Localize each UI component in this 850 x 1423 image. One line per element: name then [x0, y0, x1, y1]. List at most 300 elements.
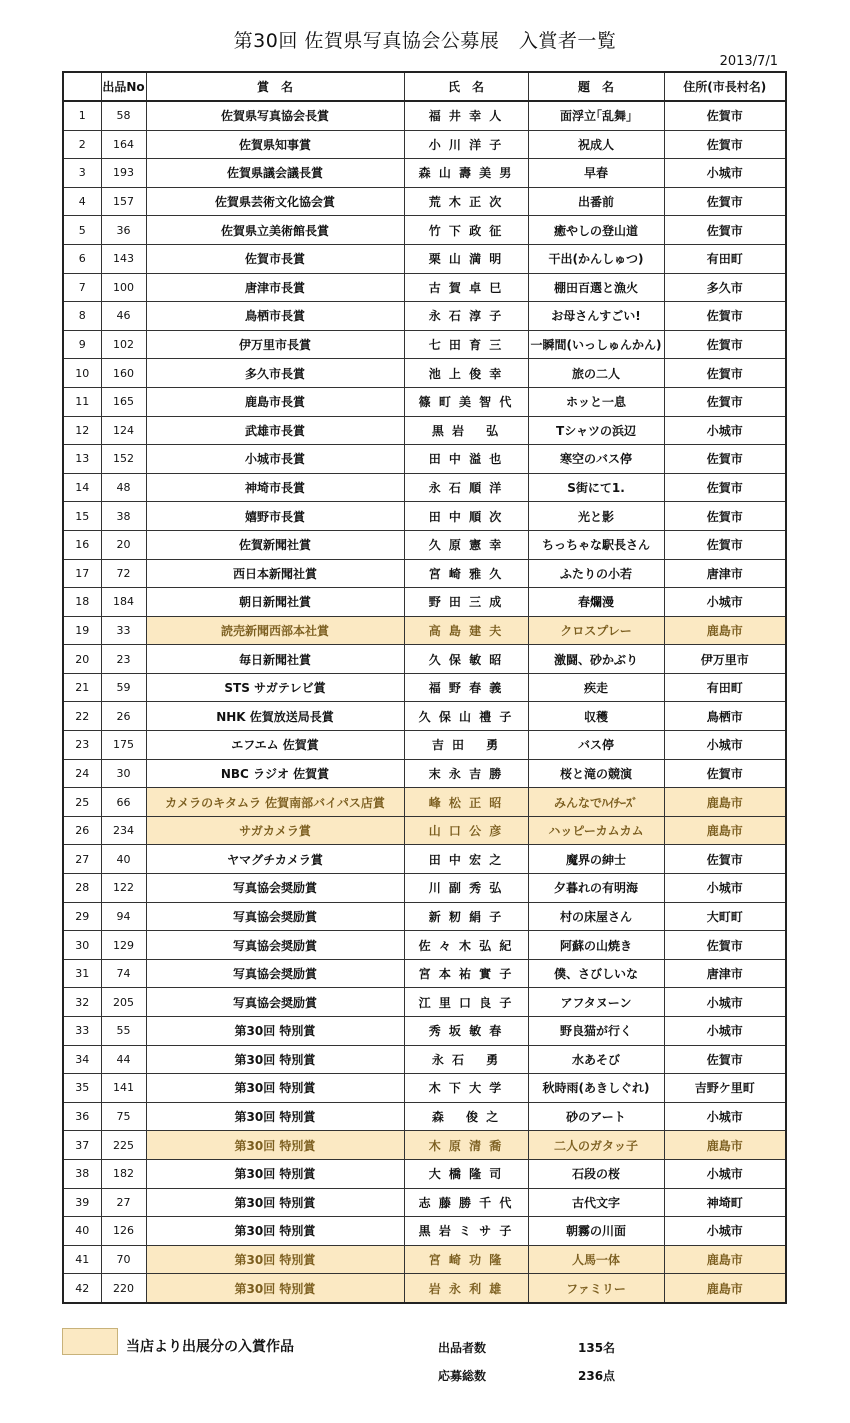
work-title-cell: 阿蘇の山焼き — [528, 931, 664, 960]
address-cell: 小城市 — [664, 1159, 786, 1188]
row-index-cell: 18 — [63, 588, 101, 617]
award-name-cell: 佐賀県知事賞 — [146, 130, 404, 159]
header-title: 題 名 — [528, 72, 664, 101]
winner-name-cell: 高 島 建 夫 — [404, 616, 528, 645]
table-row — [63, 273, 786, 302]
winner-name-cell: 宮 崎 功 隆 — [404, 1245, 528, 1274]
row-index-cell: 33 — [63, 1017, 101, 1046]
award-name-cell: 写真協会奨励賞 — [146, 874, 404, 903]
address-cell: 鳥栖市 — [664, 702, 786, 731]
entry-number-cell: 141 — [101, 1074, 146, 1103]
entry-number-cell: 20 — [101, 530, 146, 559]
award-name-cell: 佐賀市長賞 — [146, 244, 404, 273]
award-name-cell: 唐津市長賞 — [146, 273, 404, 302]
table-row — [63, 1074, 786, 1103]
winners-table-container — [62, 71, 785, 1304]
award-name-cell: 写真協会奨励賞 — [146, 988, 404, 1017]
entry-number-cell: 122 — [101, 874, 146, 903]
award-name-cell: 多久市長賞 — [146, 359, 404, 388]
row-index-cell: 9 — [63, 330, 101, 359]
entry-number-cell: 40 — [101, 845, 146, 874]
row-index-cell: 31 — [63, 959, 101, 988]
award-name-cell: 朝日新聞社賞 — [146, 588, 404, 617]
entry-number-cell: 94 — [101, 902, 146, 931]
address-cell: 鹿島市 — [664, 1274, 786, 1303]
work-title-cell: 水あそび — [528, 1045, 664, 1074]
award-name-cell: 嬉野市長賞 — [146, 502, 404, 531]
table-row — [63, 759, 786, 788]
row-index-cell: 32 — [63, 988, 101, 1017]
work-title-cell: 出番前 — [528, 187, 664, 216]
work-title-cell: 疾走 — [528, 673, 664, 702]
address-cell: 小城市 — [664, 159, 786, 188]
winner-name-cell: 新 籾 絹 子 — [404, 902, 528, 931]
winner-name-cell: 秀 坂 敏 春 — [404, 1017, 528, 1046]
work-title-cell: 砂のアート — [528, 1102, 664, 1131]
entry-number-cell: 38 — [101, 502, 146, 531]
award-name-cell: 第30回 特別賞 — [146, 1074, 404, 1103]
address-cell: 鹿島市 — [664, 788, 786, 817]
work-title-cell: 激闘、砂かぶり — [528, 645, 664, 674]
row-index-cell: 5 — [63, 216, 101, 245]
row-index-cell: 7 — [63, 273, 101, 302]
work-title-cell: お母さんすごい! — [528, 302, 664, 331]
work-title-cell: 早春 — [528, 159, 664, 188]
row-index-cell: 41 — [63, 1245, 101, 1274]
work-title-cell: 一瞬間(いっしゅんかん) — [528, 330, 664, 359]
entry-number-cell: 160 — [101, 359, 146, 388]
address-cell: 佐賀市 — [664, 502, 786, 531]
row-index-cell: 35 — [63, 1074, 101, 1103]
address-cell: 有田町 — [664, 673, 786, 702]
address-cell: 佐賀市 — [664, 330, 786, 359]
winner-name-cell: 永 石 勇 — [404, 1045, 528, 1074]
table-row — [63, 731, 786, 760]
table-row — [63, 1274, 786, 1303]
entry-number-cell: 175 — [101, 731, 146, 760]
entry-number-cell: 220 — [101, 1274, 146, 1303]
table-row — [63, 159, 786, 188]
table-row — [63, 588, 786, 617]
address-cell: 神埼町 — [664, 1188, 786, 1217]
winner-name-cell: 江 里 口 良 子 — [404, 988, 528, 1017]
entry-number-cell: 33 — [101, 616, 146, 645]
entry-number-cell: 234 — [101, 816, 146, 845]
address-cell: 大町町 — [664, 902, 786, 931]
entry-number-cell: 36 — [101, 216, 146, 245]
address-cell: 佐賀市 — [664, 1045, 786, 1074]
entry-number-cell: 30 — [101, 759, 146, 788]
winner-name-cell: 竹 下 政 征 — [404, 216, 528, 245]
table-row — [63, 445, 786, 474]
winner-name-cell: 田 中 溢 也 — [404, 445, 528, 474]
entry-number-cell: 46 — [101, 302, 146, 331]
winner-name-cell: 荒 木 正 次 — [404, 187, 528, 216]
award-name-cell: 佐賀県議会議長賞 — [146, 159, 404, 188]
header-address: 住所(市長村名) — [664, 72, 786, 101]
award-name-cell: エフエム 佐賀賞 — [146, 731, 404, 760]
work-title-cell: 寒空のバス停 — [528, 445, 664, 474]
address-cell: 小城市 — [664, 731, 786, 760]
award-name-cell: 第30回 特別賞 — [146, 1217, 404, 1246]
award-name-cell: 第30回 特別賞 — [146, 1188, 404, 1217]
table-row — [63, 330, 786, 359]
entry-number-cell: 59 — [101, 673, 146, 702]
work-title-cell: 干出(かんしゅつ) — [528, 244, 664, 273]
document-title: 第30回 佐賀県写真協会公募展 入賞者一覧 — [233, 30, 617, 52]
address-cell: 佐賀市 — [664, 387, 786, 416]
work-title-cell: 秋時雨(あきしぐれ) — [528, 1074, 664, 1103]
entry-number-cell: 157 — [101, 187, 146, 216]
work-title-cell: 夕暮れの有明海 — [528, 874, 664, 903]
work-title-cell: 魔界の紳士 — [528, 845, 664, 874]
row-index-cell: 24 — [63, 759, 101, 788]
work-title-cell: アフタヌーン — [528, 988, 664, 1017]
table-row — [63, 1131, 786, 1160]
work-title-cell: ファミリー — [528, 1274, 664, 1303]
winner-name-cell: 篠 町 美 智 代 — [404, 387, 528, 416]
address-cell: 佐賀市 — [664, 359, 786, 388]
header-index — [63, 72, 101, 101]
award-name-cell: 第30回 特別賞 — [146, 1017, 404, 1046]
legend-text: 当店より出展分の入賞作品 — [126, 1339, 294, 1355]
table-row — [63, 530, 786, 559]
award-name-cell: 佐賀県立美術館長賞 — [146, 216, 404, 245]
address-cell: 吉野ケ里町 — [664, 1074, 786, 1103]
award-name-cell: 鳥栖市長賞 — [146, 302, 404, 331]
row-index-cell: 34 — [63, 1045, 101, 1074]
row-index-cell: 16 — [63, 530, 101, 559]
award-name-cell: 第30回 特別賞 — [146, 1245, 404, 1274]
row-index-cell: 2 — [63, 130, 101, 159]
entry-number-cell: 205 — [101, 988, 146, 1017]
entry-number-cell: 55 — [101, 1017, 146, 1046]
winner-name-cell: 森 俊 之 — [404, 1102, 528, 1131]
work-title-cell: 村の床屋さん — [528, 902, 664, 931]
stat-entrants-label: 出品者数 — [438, 1341, 487, 1355]
award-name-cell: カメラのキタムラ 佐賀南部バイパス店賞 — [146, 788, 404, 817]
stat-submissions-label: 応募総数 — [438, 1369, 487, 1383]
work-title-cell: ホッと一息 — [528, 387, 664, 416]
table-row — [63, 645, 786, 674]
address-cell: 佐賀市 — [664, 759, 786, 788]
row-index-cell: 12 — [63, 416, 101, 445]
table-row — [63, 302, 786, 331]
winner-name-cell: 久 保 敏 昭 — [404, 645, 528, 674]
winner-name-cell: 川 副 秀 弘 — [404, 874, 528, 903]
address-cell: 小城市 — [664, 1217, 786, 1246]
work-title-cell: クロスプレー — [528, 616, 664, 645]
header-award: 賞 名 — [146, 72, 404, 101]
winner-name-cell: 志 藤 勝 千 代 — [404, 1188, 528, 1217]
work-title-cell: 光と影 — [528, 502, 664, 531]
winner-name-cell: 田 中 宏 之 — [404, 845, 528, 874]
row-index-cell: 42 — [63, 1274, 101, 1303]
award-name-cell: 鹿島市長賞 — [146, 387, 404, 416]
winner-name-cell: 木 原 清 喬 — [404, 1131, 528, 1160]
row-index-cell: 8 — [63, 302, 101, 331]
entry-number-cell: 102 — [101, 330, 146, 359]
entry-number-cell: 124 — [101, 416, 146, 445]
entry-number-cell: 44 — [101, 1045, 146, 1074]
table-header-row — [63, 72, 786, 101]
award-name-cell: 佐賀新聞社賞 — [146, 530, 404, 559]
table-row — [63, 216, 786, 245]
entry-number-cell: 129 — [101, 931, 146, 960]
work-title-cell: ちっちゃな駅長さん — [528, 530, 664, 559]
table-row — [63, 1159, 786, 1188]
address-cell: 小城市 — [664, 874, 786, 903]
work-title-cell: Tシャツの浜辺 — [528, 416, 664, 445]
table-row — [63, 702, 786, 731]
address-cell: 佐賀市 — [664, 187, 786, 216]
winner-name-cell: 田 中 順 次 — [404, 502, 528, 531]
legend-swatch — [62, 1328, 118, 1355]
entry-number-cell: 75 — [101, 1102, 146, 1131]
table-row — [63, 559, 786, 588]
table-row — [63, 502, 786, 531]
table-row — [63, 387, 786, 416]
work-title-cell: 石段の桜 — [528, 1159, 664, 1188]
row-index-cell: 26 — [63, 816, 101, 845]
work-title-cell: 祝成人 — [528, 130, 664, 159]
winner-name-cell: 野 田 三 成 — [404, 588, 528, 617]
entry-number-cell: 48 — [101, 473, 146, 502]
winner-name-cell: 久 保 山 禮 子 — [404, 702, 528, 731]
entry-number-cell: 74 — [101, 959, 146, 988]
address-cell: 小城市 — [664, 416, 786, 445]
table-row — [63, 1245, 786, 1274]
table-row — [63, 1017, 786, 1046]
row-index-cell: 20 — [63, 645, 101, 674]
row-index-cell: 37 — [63, 1131, 101, 1160]
row-index-cell: 13 — [63, 445, 101, 474]
table-body — [63, 101, 786, 1303]
row-index-cell: 27 — [63, 845, 101, 874]
entry-number-cell: 182 — [101, 1159, 146, 1188]
winner-name-cell: 岩 永 利 雄 — [404, 1274, 528, 1303]
entry-number-cell: 143 — [101, 244, 146, 273]
award-name-cell: 佐賀県芸術文化協会賞 — [146, 187, 404, 216]
work-title-cell: 人馬一体 — [528, 1245, 664, 1274]
work-title-cell: ふたりの小若 — [528, 559, 664, 588]
award-name-cell: 神埼市長賞 — [146, 473, 404, 502]
stat-entrants-value: 135名 — [578, 1341, 616, 1355]
table-row — [63, 816, 786, 845]
table-row — [63, 1102, 786, 1131]
award-name-cell: 第30回 特別賞 — [146, 1102, 404, 1131]
entry-number-cell: 165 — [101, 387, 146, 416]
address-cell: 鹿島市 — [664, 616, 786, 645]
address-cell: 佐賀市 — [664, 302, 786, 331]
address-cell: 佐賀市 — [664, 216, 786, 245]
award-name-cell: 読売新聞西部本社賞 — [146, 616, 404, 645]
table-row — [63, 1188, 786, 1217]
work-title-cell: みんなでﾊｲﾁｰｽﾞ — [528, 788, 664, 817]
award-name-cell: 第30回 特別賞 — [146, 1274, 404, 1303]
table-row — [63, 187, 786, 216]
winner-name-cell: 黒 岩 弘 — [404, 416, 528, 445]
award-name-cell: 小城市長賞 — [146, 445, 404, 474]
winner-name-cell: 小 川 洋 子 — [404, 130, 528, 159]
award-name-cell: ヤマグチカメラ賞 — [146, 845, 404, 874]
winner-name-cell: 山 口 公 彦 — [404, 816, 528, 845]
address-cell: 佐賀市 — [664, 130, 786, 159]
address-cell: 鹿島市 — [664, 1245, 786, 1274]
winner-name-cell: 永 石 淳 子 — [404, 302, 528, 331]
winner-name-cell: 久 原 憲 幸 — [404, 530, 528, 559]
work-title-cell: バス停 — [528, 731, 664, 760]
award-name-cell: 写真協会奨励賞 — [146, 902, 404, 931]
address-cell: 佐賀市 — [664, 530, 786, 559]
row-index-cell: 29 — [63, 902, 101, 931]
work-title-cell: 二人のガタッ子 — [528, 1131, 664, 1160]
winner-name-cell: 宮 本 祐 實 子 — [404, 959, 528, 988]
winner-name-cell: 古 賀 卓 巳 — [404, 273, 528, 302]
entry-number-cell: 70 — [101, 1245, 146, 1274]
row-index-cell: 22 — [63, 702, 101, 731]
row-index-cell: 23 — [63, 731, 101, 760]
winner-name-cell: 栗 山 満 明 — [404, 244, 528, 273]
winner-name-cell: 吉 田 勇 — [404, 731, 528, 760]
award-name-cell: 写真協会奨励賞 — [146, 959, 404, 988]
header-entry-no: 出品No — [101, 72, 146, 101]
row-index-cell: 10 — [63, 359, 101, 388]
table-row — [63, 959, 786, 988]
row-index-cell: 11 — [63, 387, 101, 416]
row-index-cell: 36 — [63, 1102, 101, 1131]
table-row — [63, 673, 786, 702]
award-name-cell: STS サガテレビ賞 — [146, 673, 404, 702]
award-name-cell: NHK 佐賀放送局長賞 — [146, 702, 404, 731]
row-index-cell: 19 — [63, 616, 101, 645]
work-title-cell: 野良猫が行く — [528, 1017, 664, 1046]
entry-number-cell: 27 — [101, 1188, 146, 1217]
award-name-cell: サガカメラ賞 — [146, 816, 404, 845]
award-name-cell: 毎日新聞社賞 — [146, 645, 404, 674]
address-cell: 佐賀市 — [664, 445, 786, 474]
work-title-cell: 癒やしの登山道 — [528, 216, 664, 245]
winners-table — [62, 71, 787, 1304]
table-row — [63, 359, 786, 388]
award-name-cell: NBC ラジオ 佐賀賞 — [146, 759, 404, 788]
entry-number-cell: 126 — [101, 1217, 146, 1246]
row-index-cell: 30 — [63, 931, 101, 960]
table-row — [63, 931, 786, 960]
table-row — [63, 874, 786, 903]
work-title-cell: 収穫 — [528, 702, 664, 731]
winner-name-cell: 木 下 大 学 — [404, 1074, 528, 1103]
entry-number-cell: 58 — [101, 101, 146, 130]
work-title-cell: ハッピーカムカム — [528, 816, 664, 845]
award-name-cell: 西日本新聞社賞 — [146, 559, 404, 588]
winner-name-cell: 永 石 順 洋 — [404, 473, 528, 502]
address-cell: 多久市 — [664, 273, 786, 302]
stat-submissions-value: 236点 — [578, 1369, 616, 1383]
winner-name-cell: 森 山 壽 美 男 — [404, 159, 528, 188]
work-title-cell: 古代文字 — [528, 1188, 664, 1217]
work-title-cell: 春爛漫 — [528, 588, 664, 617]
entry-number-cell: 152 — [101, 445, 146, 474]
work-title-cell: S街にて1. — [528, 473, 664, 502]
row-index-cell: 25 — [63, 788, 101, 817]
address-cell: 鹿島市 — [664, 1131, 786, 1160]
entry-number-cell: 100 — [101, 273, 146, 302]
address-cell: 小城市 — [664, 1017, 786, 1046]
entry-number-cell: 164 — [101, 130, 146, 159]
work-title-cell: 旅の二人 — [528, 359, 664, 388]
table-row — [63, 988, 786, 1017]
winner-name-cell: 大 橋 隆 司 — [404, 1159, 528, 1188]
row-index-cell: 38 — [63, 1159, 101, 1188]
work-title-cell: 棚田百選と漁火 — [528, 273, 664, 302]
winner-name-cell: 黒 岩 ミ サ 子 — [404, 1217, 528, 1246]
award-name-cell: 武雄市長賞 — [146, 416, 404, 445]
address-cell: 佐賀市 — [664, 931, 786, 960]
entry-number-cell: 184 — [101, 588, 146, 617]
entry-number-cell: 225 — [101, 1131, 146, 1160]
entry-number-cell: 193 — [101, 159, 146, 188]
address-cell: 佐賀市 — [664, 473, 786, 502]
winner-name-cell: 池 上 俊 幸 — [404, 359, 528, 388]
table-row — [63, 101, 786, 130]
address-cell: 唐津市 — [664, 559, 786, 588]
entry-number-cell: 23 — [101, 645, 146, 674]
award-name-cell: 写真協会奨励賞 — [146, 931, 404, 960]
work-title-cell: 僕、さびしいな — [528, 959, 664, 988]
work-title-cell: 朝霧の川面 — [528, 1217, 664, 1246]
row-index-cell: 40 — [63, 1217, 101, 1246]
winner-name-cell: 福 野 春 義 — [404, 673, 528, 702]
table-row — [63, 1045, 786, 1074]
header-name: 氏 名 — [404, 72, 528, 101]
address-cell: 小城市 — [664, 1102, 786, 1131]
table-row — [63, 416, 786, 445]
entry-number-cell: 72 — [101, 559, 146, 588]
row-index-cell: 15 — [63, 502, 101, 531]
entry-number-cell: 66 — [101, 788, 146, 817]
row-index-cell: 4 — [63, 187, 101, 216]
entry-number-cell: 26 — [101, 702, 146, 731]
table-row — [63, 244, 786, 273]
address-cell: 佐賀市 — [664, 101, 786, 130]
row-index-cell: 39 — [63, 1188, 101, 1217]
table-row — [63, 130, 786, 159]
address-cell: 小城市 — [664, 988, 786, 1017]
award-name-cell: 第30回 特別賞 — [146, 1159, 404, 1188]
award-name-cell: 第30回 特別賞 — [146, 1131, 404, 1160]
row-index-cell: 21 — [63, 673, 101, 702]
winner-name-cell: 佐 々 木 弘 紀 — [404, 931, 528, 960]
table-row — [63, 902, 786, 931]
winner-name-cell: 宮 崎 雅 久 — [404, 559, 528, 588]
address-cell: 有田町 — [664, 244, 786, 273]
row-index-cell: 17 — [63, 559, 101, 588]
document-date: 2013/7/1 — [719, 54, 778, 69]
table-row — [63, 845, 786, 874]
address-cell: 伊万里市 — [664, 645, 786, 674]
table-row — [63, 473, 786, 502]
award-name-cell: 第30回 特別賞 — [146, 1045, 404, 1074]
table-row — [63, 616, 786, 645]
table-row — [63, 1217, 786, 1246]
address-cell: 佐賀市 — [664, 845, 786, 874]
table-row — [63, 788, 786, 817]
row-index-cell: 14 — [63, 473, 101, 502]
row-index-cell: 28 — [63, 874, 101, 903]
address-cell: 唐津市 — [664, 959, 786, 988]
winner-name-cell: 峰 松 正 昭 — [404, 788, 528, 817]
